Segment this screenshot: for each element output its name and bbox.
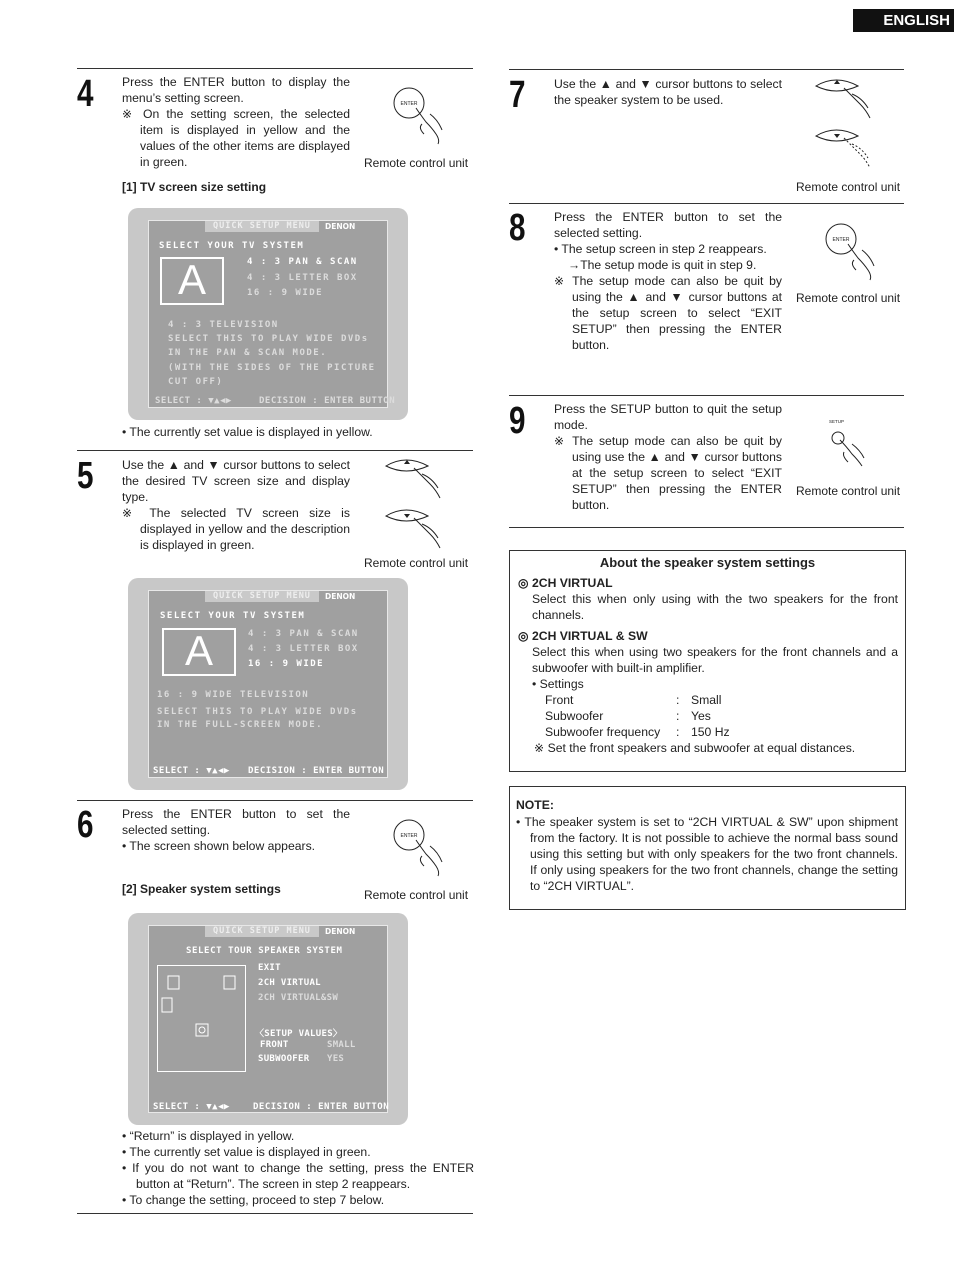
divider <box>77 68 473 69</box>
step-number: 4 <box>77 73 94 115</box>
step8-note: ※ The setup mode can also be quit by using the ▲ and ▼ cursor buttons at the setup screen to select “EXIT SETUP” then pressing the ENTER button. <box>554 274 782 352</box>
settings-label: • Settings <box>532 677 584 691</box>
setting-value: Small <box>691 693 722 707</box>
setting-name: Front <box>545 693 574 707</box>
denon-logo: DENON <box>325 927 356 936</box>
option-wide: 16 : 9 WIDE <box>248 659 325 669</box>
front-value: SMALL <box>327 1040 356 1050</box>
enter-label: ENTER <box>400 101 418 107</box>
step6-instruction: Press the ENTER button to set the selected setting. <box>122 807 350 837</box>
remote-caption: Remote control unit <box>796 291 901 305</box>
step6-text <box>122 806 350 854</box>
enter-button-hand-icon <box>390 84 450 146</box>
desc-line: IN THE PAN & SCAN MODE. <box>168 348 328 358</box>
osd-title: SELECT TOUR SPEAKER SYSTEM <box>186 946 343 956</box>
tv-screen-size-heading: [1] TV screen size setting <box>122 180 267 194</box>
step-number: 5 <box>77 455 94 497</box>
setup-label: SETUP <box>829 419 845 424</box>
desc-line: SELECT THIS TO PLAY WIDE DVDs <box>168 334 369 344</box>
enter-label: ENTER <box>400 833 418 839</box>
option-2ch-virtual: 2CH VIRTUAL <box>258 978 321 988</box>
step8-bullet: • The setup screen in step 2 reappears. <box>554 242 767 256</box>
step9-instruction: Press the SETUP button to quit the setup mode. <box>554 402 782 432</box>
osd-title: SELECT YOUR TV SYSTEM <box>160 611 306 621</box>
remote-caption: Remote control unit <box>364 888 469 902</box>
option-2ch-virtual-sw: 2CH VIRTUAL&SW <box>258 993 339 1003</box>
front-label: FRONT <box>260 1040 289 1050</box>
screen-preview <box>162 628 236 676</box>
step7-instruction: Use the ▲ and ▼ cursor buttons to select the speaker system to be used. <box>554 77 782 107</box>
subwoofer-value: YES <box>327 1054 345 1064</box>
divider <box>509 69 904 70</box>
denon-logo: DENON <box>325 222 356 231</box>
about-speaker-box: About the speaker system settings ◎ 2CH VIRTUAL Select this when only using with the two speakers for the front channels. ◎ 2CH VIRTUAL & SW Select this when using two speakers for the front channels and a subwoofer with built-in amplifier. • Settings Front : Small Subwoofer : Yes Subwoofer frequency : 150 Hz ※ Set the front speakers and subwoofer at equal distances. <box>509 550 906 772</box>
step6-bullet: • The screen shown below appears. <box>122 839 316 853</box>
osd-decision-hint: DECISION : ENTER BUTTON <box>248 766 385 776</box>
step4-instruction: Press the ENTER button to display the menu’s setting screen. <box>122 75 350 105</box>
enter-label: ENTER <box>832 237 850 243</box>
speaker-icons <box>158 966 245 1071</box>
setting-name: Subwoofer <box>545 709 604 723</box>
step8-arrow-note: →The setup mode is quit in step 9. <box>568 258 757 272</box>
osd-screen-tv-size <box>128 208 408 420</box>
note-text <box>516 814 898 894</box>
language-tab: ENGLISH <box>853 9 954 32</box>
step4-note: ※ On the setting screen, the selected item is displayed in yellow and the values of the other items are displayed in green. <box>122 107 350 169</box>
osd-header: QUICK SETUP MENU <box>205 221 319 232</box>
step-number: 7 <box>509 74 526 116</box>
setup-values-heading: 〈SETUP VALUES〉 <box>255 1029 343 1039</box>
step8-text <box>554 209 782 353</box>
item2-title: ◎ 2CH VIRTUAL & SW <box>518 629 648 643</box>
divider <box>77 1213 473 1214</box>
cursor-buttons-hand-icon <box>812 74 886 174</box>
step5-instruction: Use the ▲ and ▼ cursor buttons to select the desired TV screen size and display type. <box>122 458 350 504</box>
preview-letter: A <box>184 627 214 675</box>
setting-value: 150 Hz <box>691 725 730 739</box>
remote-caption: Remote control unit <box>796 180 901 194</box>
remote-caption: Remote control unit <box>796 484 901 498</box>
subwoofer-label: SUBWOOFER <box>258 1054 310 1064</box>
option-wide: 16 : 9 WIDE <box>247 288 324 298</box>
note-box <box>509 786 906 910</box>
item1-title: ◎ 2CH VIRTUAL <box>518 576 613 590</box>
list-item: • If you do not want to change the setting, press the ENTER button at “Return”. The screen in step 2 reappears. <box>122 1161 474 1191</box>
step-number: 8 <box>509 207 526 249</box>
step-number: 6 <box>77 804 94 846</box>
step4-after: • The currently set value is displayed in yellow. <box>122 425 373 439</box>
desc-line: CUT OFF) <box>168 377 224 387</box>
desc-line: 4 : 3 TELEVISION <box>168 320 279 330</box>
osd-decision-hint: DECISION : ENTER BUTTON <box>259 396 396 406</box>
divider <box>77 800 473 801</box>
note-title: NOTE: <box>516 798 554 812</box>
setup-button-hand-icon <box>826 414 876 474</box>
option-pan-scan: 4 : 3 PAN & SCAN <box>247 257 358 267</box>
osd-decision-hint: DECISION : ENTER BUTTON <box>253 1102 390 1112</box>
osd-select-hint: SELECT : ▼▲◀▶ <box>155 396 232 406</box>
enter-button-hand-icon <box>822 222 882 284</box>
osd-screen-wide <box>128 578 408 790</box>
about-title: About the speaker system settings <box>599 555 816 570</box>
speaker-diagram <box>157 965 246 1072</box>
step5-text <box>122 457 350 553</box>
option-letter-box: 4 : 3 LETTER BOX <box>247 273 358 283</box>
desc-line: (WITH THE SIDES OF THE PICTURE <box>168 363 376 373</box>
step4-text <box>122 74 350 170</box>
remote-caption: Remote control unit <box>364 556 469 570</box>
osd-select-hint: SELECT : ▼▲◀▶ <box>153 1102 230 1112</box>
step6-after-list <box>122 1128 474 1208</box>
desc-line: 16 : 9 WIDE TELEVISION <box>157 690 310 700</box>
osd-title: SELECT YOUR TV SYSTEM <box>159 241 305 251</box>
desc-line: SELECT THIS TO PLAY WIDE DVDs <box>157 707 358 717</box>
divider <box>509 395 904 396</box>
speaker-settings-heading: [2] Speaker system settings <box>122 882 281 896</box>
step5-note: ※ The selected TV screen size is displayed in yellow and the description is displayed in green. <box>122 506 350 552</box>
enter-button-hand-icon <box>390 816 450 878</box>
item2-text: Select this when using two speakers for the front channels and a subwoofer with built-in amplifier. <box>532 645 898 675</box>
step9-note: ※ The setup mode can also be quit by using use the ▲ and ▼ cursor buttons at the setup screen to select “EXIT SETUP” then pressing the ENTER button. <box>554 434 782 512</box>
preview-letter: A <box>177 256 207 304</box>
step8-instruction: Press the ENTER button to set the selected setting. <box>554 210 782 240</box>
option-letter-box: 4 : 3 LETTER BOX <box>248 644 359 654</box>
option-exit: EXIT <box>258 963 281 973</box>
screen-preview <box>160 257 224 305</box>
setting-value: Yes <box>691 709 711 723</box>
osd-select-hint: SELECT : ▼▲◀▶ <box>153 766 230 776</box>
osd-header: QUICK SETUP MENU <box>205 591 319 602</box>
step-number: 9 <box>509 400 526 442</box>
denon-logo: DENON <box>325 592 356 601</box>
list-item: • To change the setting, proceed to step 7 below. <box>122 1193 385 1207</box>
list-item: • “Return” is displayed in yellow. <box>122 1129 295 1143</box>
desc-line: IN THE FULL-SCREEN MODE. <box>157 720 324 730</box>
divider <box>509 527 904 528</box>
cursor-buttons-hand-icon <box>382 454 456 554</box>
divider <box>77 450 473 451</box>
item1-text: Select this when only using with the two speakers for the front channels. <box>532 592 898 622</box>
option-pan-scan: 4 : 3 PAN & SCAN <box>248 629 359 639</box>
osd-screen-speaker <box>128 913 408 1125</box>
step9-text <box>554 401 782 513</box>
about-note: ※ Set the front speakers and subwoofer at equal distances. <box>534 741 856 755</box>
note-bullet: • The speaker system is set to “2CH VIRTUAL & SW” upon shipment from the factory. It is not possible to achieve the normal bass sound using this setting but with only speakers for the two front channels. If only using speakers for the two front channels, change the setting to “2CH VIRTUAL”. <box>516 815 898 893</box>
divider <box>509 203 904 204</box>
list-item: • The currently set value is displayed in green. <box>122 1145 371 1159</box>
remote-caption: Remote control unit <box>364 156 469 170</box>
setting-name: Subwoofer frequency <box>545 725 661 739</box>
osd-header: QUICK SETUP MENU <box>205 926 319 937</box>
